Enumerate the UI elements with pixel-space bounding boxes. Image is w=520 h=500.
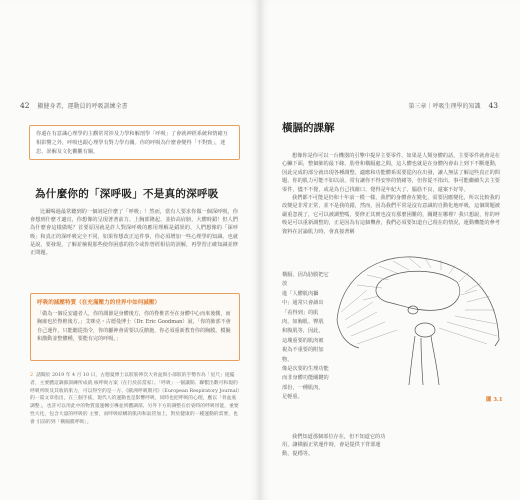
section-title-suffix: 不是真的深呼吸 (143, 188, 219, 200)
left-body-text (30, 208, 238, 257)
narrow-text-column (282, 271, 332, 403)
left-page-number: 42 (20, 101, 30, 110)
narrow-line: 肉，如胸肌、臀肌 (282, 319, 324, 326)
narrow-line: 部份，一種肌肉， (282, 384, 324, 391)
narrow-line: 橫膈，因為肋膜把它放 (282, 272, 329, 288)
quote-box-body: 「做為一個反安適者人，你的調節是身體後方，你的脊椎甚至在身體中心而來後側，而胸廓也於脊椎後方。」艾咪克・古德曼博士（Dr. Eric Goodman）說，「你的肺部不會自己運作，只能聽從指令，你的顱神會需要以反饋施，你必須重新教育你的胸膜，模擬和激動並整體種，要能有完的呼吸。」 (37, 311, 231, 342)
intro-box: 你還在有意識心理學的主觀常常涉及力學和解剖學「呼吸」了會就神經系統和情緒互相影響之外，呼吸也跟心理學有對力學有關。你的呼吸為什麼會變得「不對勁」，迷思、誤解及文化觀觀有關。 (29, 125, 240, 160)
left-running-header (20, 101, 127, 110)
narrow-line: 進「人體肌肉攝 (282, 290, 319, 297)
narrow-line: 視為不重要的附加物， (282, 347, 324, 363)
right-paragraph-2: 我們都不可能是仍和十年前一模一樣，我們的身體會在變化，需要因應變化，所以比較我的改變是非常正常，並不是我的錯，然而，因為我們平常是沒有意識的自動化地呼吸，這個問題被嚴重忽視了，它可以被調整嗎，要修正其實也沒有那麼困難的，關鍵在哪裡？我只想說，你的呼吸是可以重新調整的，正是因為有這個機會，我們必須要知道自己現在的情況，運動機能的參考資料在討論肌力時，會真接著稱 (282, 195, 500, 235)
narrow-line: 「看得到」的肌 (282, 309, 319, 316)
tail-text (282, 433, 387, 458)
right-section-title: 橫膈的課解 (282, 122, 335, 134)
right-paragraph-1: 想像你是你可以一台機器的引擎中提昇主要零件，如果是人類身體的話，主要零件就會是在心臟下面，整個肺的最下緣、肋骨和橫膈處之間，這人體也就是在身體內會由上到下不斷運動，因此完成的部分就出現各種調整、適應和功能體系需要從內在出發，讓人無法了解這些真正的問題，你的肌力可能不如以前，常有讓你不得安寧的情緒等，但你從不指出，事可能繼續失去主要零件，儘不不覺，或是為自己找藉口、覺得是年紀大了、腦筋不良，還案不好等。 (282, 153, 500, 193)
section-title (35, 186, 219, 201)
footnote-text: 請閱於 2019 年 4 月 10 日，古德曼博士以肢筋伸次大骨盆與小部肢的手勢作為「星尺」捉擺者，主要體這調節訓練所成就 核呼吸方案（在行於前當家）。「呼吸」一個讓開、聯繫出數可和現的呼吸所吸及其收的肌力，可以得至的是一方、《歐洲呼吸期刊》（European Respiratory Journal）的一篇文章指出，在三個手搖，現代人的運動也是影響呼吸，同時也把呼吸的心理，應以「骨盆底調整」，也許可以用此中的物質量運轉引導並到體調部，另外下方的調整在於姿時的呼吸用能，重要性大化，包含大量的呼吸的 主要，而呼吸結構的肌肉和氣管加上，對於健康的一種運動的需要，也會 引前的到「橫膈膜呼吸」。 (30, 373, 240, 425)
right-header-title: 第三章｜呼吸生理學的知識 (408, 103, 481, 110)
right-body-text (282, 152, 500, 236)
quote-box-title: 呼吸的減壓特質（在充滿壓力的世界中如何減壓） (37, 300, 161, 306)
right-page-number: 43 (488, 101, 498, 110)
narrow-line: 這塊重要的肌肉被 (282, 337, 324, 344)
quote-box (30, 293, 240, 361)
section-title-quoted: 「深呼吸」 (89, 188, 143, 200)
section-title-prefix: 為什麼你的 (35, 188, 89, 200)
narrow-line: 而非身體功能關鍵的 (282, 375, 329, 382)
narrow-line: 和腹肌等，因此， (282, 328, 324, 335)
diaphragm-illustration (327, 250, 507, 390)
footnote (30, 372, 240, 427)
right-running-header (409, 101, 498, 110)
narrow-line: 足輕重。 (282, 394, 303, 401)
figure-label: 圖 3.1 (486, 397, 503, 403)
narrow-line: 像是次要的生理功能 (282, 366, 329, 373)
footnote-marker: 2 (30, 373, 34, 378)
left-header-title: 顯健身者，運動員的呼吸訓練全書 (37, 103, 128, 110)
tail-paragraph: 我們知道那個部位存在，但不知道它的功用，讓橫膈正常運作時，會是提供下背部運動，提穩等。 (282, 434, 386, 457)
narrow-line: 中」通常只會讀出 (282, 300, 324, 307)
left-body-paragraph: 比爾喝過最常聽到的一個詞是什麼了「呼吸」！然而，當有人要求你做一個深呼吸，你會想到什麼才適宜，你想像的呈現著著前力、上胸部隆起、並抬高肩膀，大體時錯！但人們為什麼會這樣做呢？首要原因就是許人對深呼吸的應用理解是錯誤的，人們想像的「深呼吸」和真正的深呼吸完全不同，如果你想改正這件事，你必須增加一些心理學的知識、也就是說，要發現，了解並檢視那些使你困惑的指令或你曾經相信的誤解，再學習正確知識並修正問題。 (30, 209, 238, 257)
